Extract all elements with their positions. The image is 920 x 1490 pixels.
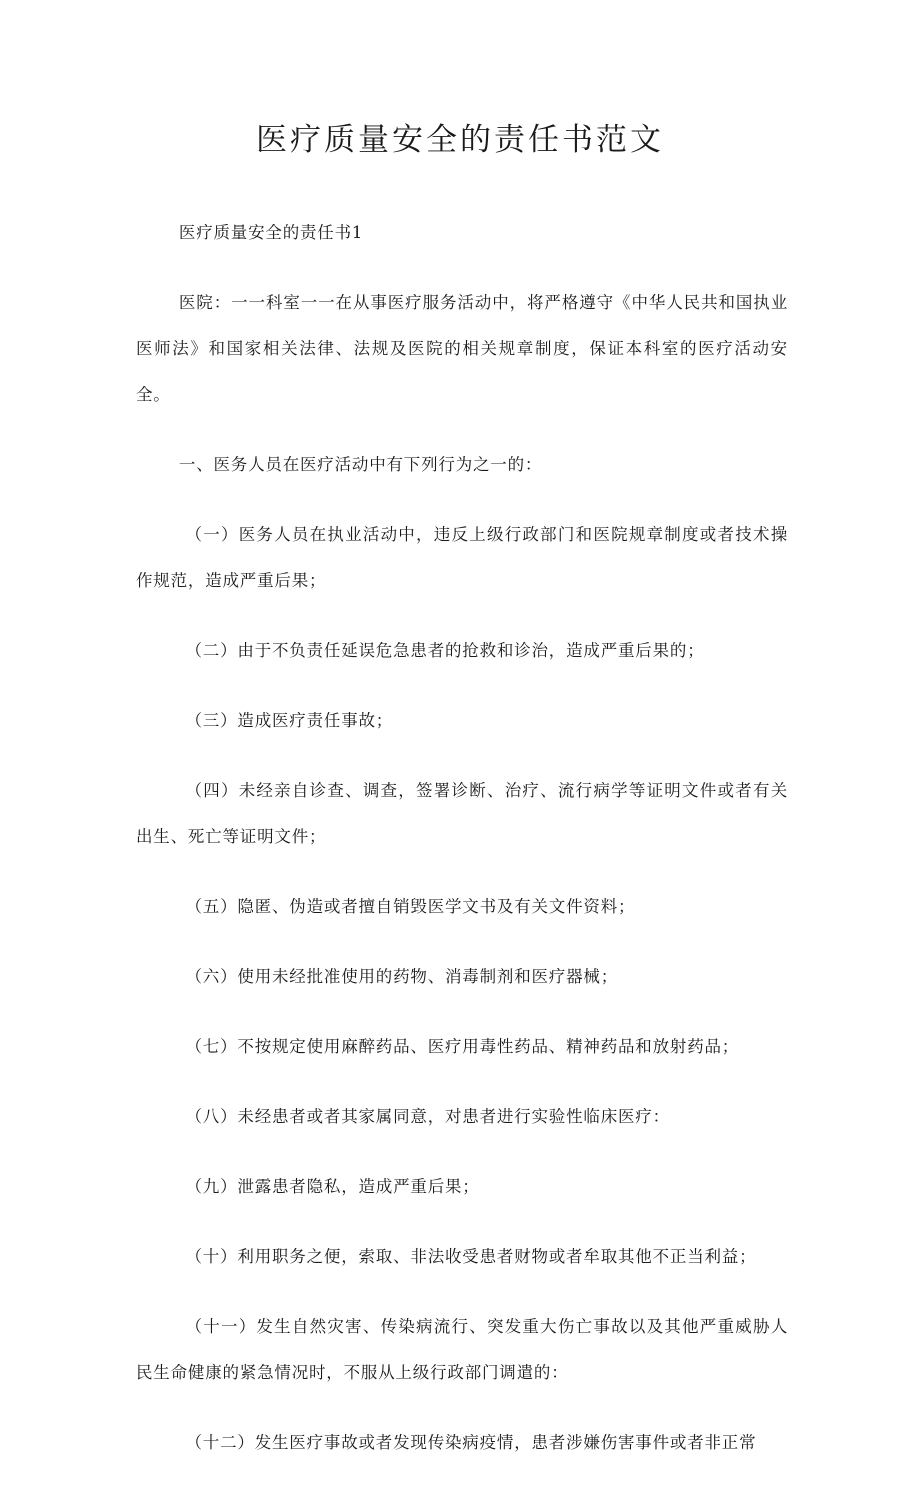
list-item: （十一）发生自然灾害、传染病流行、突发重大伤亡事故以及其他严重威胁人民生命健康的紧急情况时，不服从上级行政部门调遣的： bbox=[136, 1317, 788, 1382]
section-heading: 医疗质量安全的责任书1 bbox=[178, 223, 364, 242]
list-item: （九）泄露患者隐私，造成严重后果； bbox=[185, 1177, 480, 1196]
document-body bbox=[136, 210, 788, 1490]
preamble-paragraph: 医院：一一科室一一在从事医疗服务活动中，将严格遵守《中华人民共和国执业医师法》和国家相关法律、法规及医院的相关规章制度，保证本科室的医疗活动安全。 bbox=[136, 293, 788, 404]
list-item: （十二）发生医疗事故或者发现传染病疫情，患者涉嫌伤害事件或者非正常 bbox=[185, 1433, 757, 1452]
list-item: （三）造成医疗责任事故； bbox=[185, 711, 394, 730]
list-item: （二）由于不负责任延误危急患者的抢救和诊治，造成严重后果的； bbox=[185, 641, 705, 660]
document-title: 医疗质量安全的责任书范文 bbox=[256, 122, 664, 158]
list-item: （一）医务人员在执业活动中，违反上级行政部门和医院规章制度或者技术操作规范，造成严重后果； bbox=[136, 525, 788, 590]
list-item: （五）隐匿、伪造或者擅自销毁医学文书及有关文件资料； bbox=[185, 897, 636, 916]
clause-heading: 一、医务人员在医疗活动中有下列行为之一的： bbox=[178, 455, 543, 474]
list-item: （四）未经亲自诊查、调查，签署诊断、治疗、流行病学等证明文件或者有关出生、死亡等证明文件； bbox=[136, 781, 788, 846]
list-item: （十）利用职务之便，索取、非法收受患者财物或者牟取其他不正当利益； bbox=[185, 1247, 757, 1266]
list-item: （八）未经患者或者其家属同意，对患者进行实验性临床医疗： bbox=[185, 1107, 670, 1126]
list-item: （七）不按规定使用麻醉药品、医疗用毒性药品、精神药品和放射药品； bbox=[185, 1037, 740, 1056]
list-item: （六）使用未经批准使用的药物、消毒制剂和医疗器械； bbox=[185, 967, 618, 986]
